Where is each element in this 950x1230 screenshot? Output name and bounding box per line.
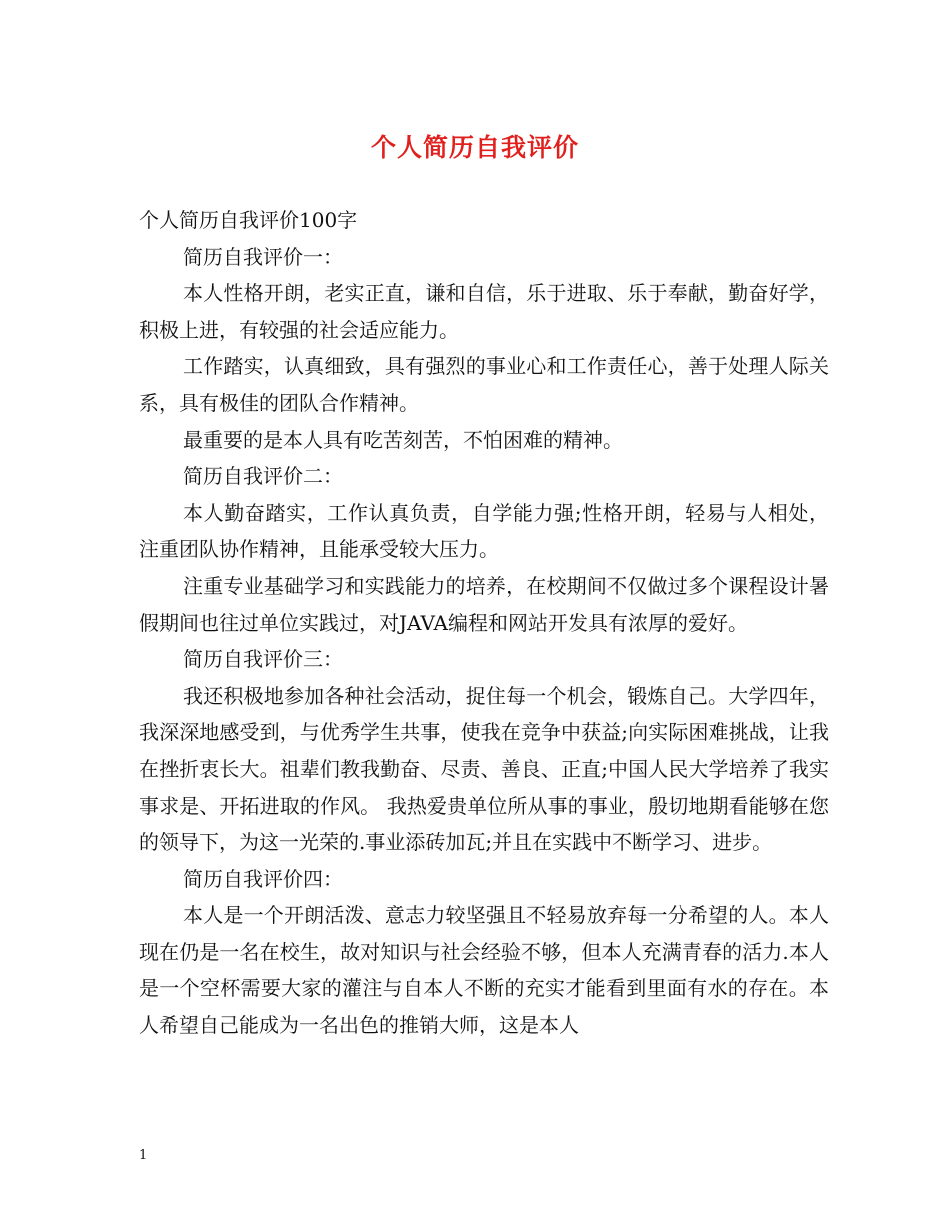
section-heading-4: 简历自我评价四： bbox=[183, 866, 343, 891]
section-heading-3: 简历自我评价三： bbox=[183, 647, 343, 672]
section-heading-2: 简历自我评价二： bbox=[183, 464, 343, 489]
paragraph: 本人是一个开朗活泼、意志力较坚强且不轻易放弃每一分希望的人。本人现在仍是一名在校生，故对知识与社会经验不够，但本人充满青春的活力.本人是一个空杯需要大家的灌注与自本人不断的充实才能看到里面有水的存在。本人希望自己能成为一名出色的推销大师，这是本人 bbox=[139, 903, 829, 1038]
paragraph: 本人性格开朗，老实正直，谦和自信，乐于进取、乐于奉献，勤奋好学，积极上进，有较强的社会适应能力。 bbox=[139, 281, 829, 342]
document-title: 个人简历自我评价 bbox=[370, 133, 579, 162]
paragraph: 注重专业基础学习和实践能力的培养，在校期间不仅做过多个课程设计暑假期间也往过单位实践过，对JAVA编程和网站开发具有浓厚的爱好。 bbox=[139, 573, 829, 635]
paragraph: 本人勤奋踏实，工作认真负责，自学能力强;性格开朗，轻易与人相处，注重团队协作精神，且能承受较大压力。 bbox=[139, 500, 829, 562]
document-body bbox=[139, 202, 829, 1044]
document-subtitle: 个人简历自我评价100字 bbox=[139, 208, 358, 232]
paragraph: 工作踏实，认真细致，具有强烈的事业心和工作责任心，善于处理人际关系，具有极佳的团队合作精神。 bbox=[139, 354, 829, 415]
paragraph: 最重要的是本人具有吃苦刻苦，不怕困难的精神。 bbox=[183, 427, 623, 452]
paragraph: 我还积极地参加各种社会活动，捉住每一个机会，锻炼自己。大学四年，我深深地感受到，与优秀学生共事，使我在竞争中获益;向实际困难挑战，让我在挫折衷长大。祖辈们教我勤奋、尽责、善良、正直;中国人民大学培养了我实事求是、开拓进取的作风。 我热爱贵单位所从事的事业，殷切地期看能够在您的领导下，为这一光荣的.事业添砖加瓦;并且在实践中不断学习、进步。 bbox=[139, 683, 829, 855]
section-heading-1: 简历自我评价一： bbox=[183, 244, 343, 269]
page-number: 1 bbox=[139, 1148, 148, 1163]
